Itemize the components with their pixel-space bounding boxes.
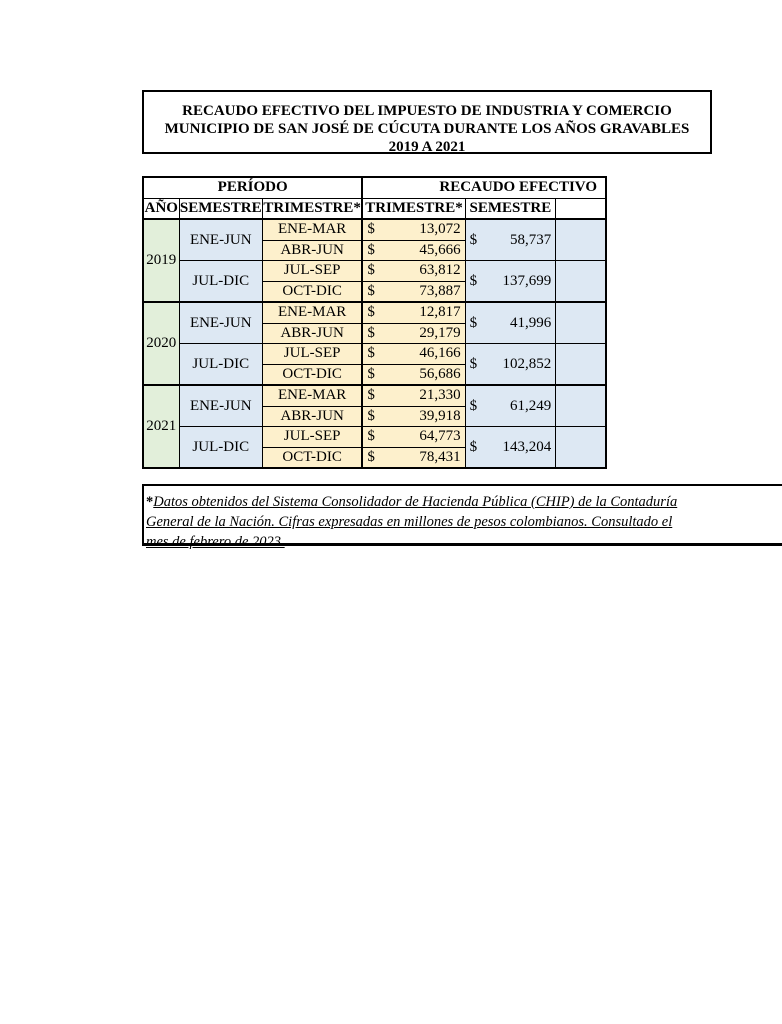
semester-amount: [465, 219, 556, 261]
footnote: [142, 484, 782, 550]
semester-cell: JUL-DIC: [179, 344, 262, 386]
header-periodo: PERÍODO: [143, 177, 362, 198]
quarter-amount: [362, 261, 465, 282]
quarter-amount: [362, 447, 465, 468]
table-body: [143, 219, 606, 468]
semester-amount: [465, 427, 556, 469]
table-row: [143, 219, 606, 240]
quarter-amount: [362, 344, 465, 365]
footnote-marker: *: [146, 494, 154, 510]
currency-sign: $: [367, 241, 375, 258]
header-recaudo: RECAUDO EFECTIVO: [362, 177, 606, 198]
semester-cell: JUL-DIC: [179, 427, 262, 469]
amount-value: 56,686: [419, 365, 461, 382]
extra-cell: [556, 385, 606, 427]
quarter-amount: [362, 219, 465, 240]
header-ano: AÑO: [143, 198, 179, 219]
semester-amount: [465, 302, 556, 344]
currency-sign: $: [469, 355, 478, 372]
quarter-amount: [362, 302, 465, 323]
extra-cell: [556, 302, 606, 344]
quarter-cell: OCT-DIC: [262, 364, 362, 385]
footnote-line-2: [146, 512, 782, 532]
currency-sign: $: [367, 365, 375, 382]
title-line-1: RECAUDO EFECTIVO DEL IMPUESTO DE INDUSTRIA Y COMERCIO: [182, 103, 672, 119]
amount-value: 46,166: [419, 345, 461, 362]
semester-cell: ENE-JUN: [179, 385, 262, 427]
currency-sign: $: [367, 262, 375, 279]
currency-sign: $: [367, 448, 375, 465]
quarter-cell: JUL-SEP: [262, 261, 362, 282]
currency-sign: $: [367, 407, 375, 424]
amount-value: 39,918: [419, 407, 461, 424]
title-line-2: MUNICIPIO DE SAN JOSÉ DE CÚCUTA DURANTE LOS AÑOS GRAVABLES: [164, 121, 690, 137]
revenue-table: [142, 176, 607, 469]
quarter-cell: ENE-MAR: [262, 385, 362, 406]
amount-value: 29,179: [419, 324, 461, 341]
quarter-cell: JUL-SEP: [262, 427, 362, 448]
quarter-cell: OCT-DIC: [262, 447, 362, 468]
currency-sign: $: [469, 314, 478, 331]
amount-value: 45,666: [419, 241, 461, 258]
extra-cell: [556, 261, 606, 303]
header-recaudo-extra: [556, 198, 606, 219]
quarter-amount: [362, 385, 465, 406]
quarter-cell: ABR-JUN: [262, 406, 362, 427]
semester-amount: [465, 261, 556, 303]
quarter-amount: [362, 364, 465, 385]
table-row: [143, 385, 606, 406]
quarter-cell: ENE-MAR: [262, 219, 362, 240]
semester-cell: ENE-JUN: [179, 219, 262, 261]
currency-sign: $: [367, 221, 375, 238]
currency-sign: $: [469, 438, 478, 455]
table-row: [143, 344, 606, 365]
currency-sign: $: [469, 397, 478, 414]
quarter-cell: ENE-MAR: [262, 302, 362, 323]
currency-sign: $: [469, 231, 478, 248]
table-row: [143, 427, 606, 448]
year-cell: 2021: [143, 385, 179, 468]
currency-sign: $: [367, 304, 375, 321]
amount-value: 21,330: [419, 387, 461, 404]
quarter-cell: ABR-JUN: [262, 240, 362, 261]
semester-amount: [465, 344, 556, 386]
amount-value: 73,887: [419, 282, 461, 299]
amount-value: 58,737: [509, 231, 552, 248]
extra-cell: [556, 219, 606, 261]
currency-sign: $: [367, 282, 375, 299]
quarter-cell: ABR-JUN: [262, 323, 362, 344]
currency-sign: $: [367, 324, 375, 341]
footnote-text-1: Datos obtenidos del Sistema Consolidador de Hacienda Pública (CHIP) de la Contaduría: [153, 494, 678, 510]
quarter-cell: JUL-SEP: [262, 344, 362, 365]
amount-value: 143,204: [502, 438, 552, 455]
amount-value: 41,996: [509, 314, 552, 331]
currency-sign: $: [469, 272, 478, 289]
table-row: [143, 302, 606, 323]
semester-cell: ENE-JUN: [179, 302, 262, 344]
year-cell: 2020: [143, 302, 179, 385]
currency-sign: $: [367, 387, 375, 404]
amount-value: 61,249: [509, 397, 552, 414]
quarter-amount: [362, 240, 465, 261]
header-recaudo-semestre: SEMESTRE: [465, 198, 556, 219]
footnote-text-3: mes de febrero de 2023.: [146, 534, 285, 550]
quarter-amount: [362, 427, 465, 448]
amount-value: 137,699: [502, 272, 552, 289]
table-title: [142, 90, 712, 154]
currency-sign: $: [367, 428, 375, 445]
footnote-text-2: General de la Nación. Cifras expresadas en millones de pesos colombianos. Consultado el: [146, 514, 673, 530]
amount-value: 102,852: [502, 355, 552, 372]
semester-cell: JUL-DIC: [179, 261, 262, 303]
header-semestre: SEMESTRE: [179, 198, 262, 219]
semester-amount: [465, 385, 556, 427]
currency-sign: $: [367, 345, 375, 362]
quarter-amount: [362, 406, 465, 427]
amount-value: 78,431: [419, 448, 461, 465]
extra-cell: [556, 427, 606, 469]
amount-value: 63,812: [419, 262, 461, 279]
table-row: [143, 261, 606, 282]
footnote-line-3: [146, 532, 782, 552]
amount-value: 12,817: [419, 304, 461, 321]
header-recaudo-trimestre: TRIMESTRE*: [362, 198, 465, 219]
amount-value: 13,072: [419, 221, 461, 238]
quarter-amount: [362, 323, 465, 344]
footnote-line-1: [146, 492, 782, 512]
quarter-amount: [362, 281, 465, 302]
header-trimestre: TRIMESTRE*: [262, 198, 362, 219]
quarter-cell: OCT-DIC: [262, 281, 362, 302]
year-cell: 2019: [143, 219, 179, 302]
amount-value: 64,773: [419, 428, 461, 445]
title-line-3: 2019 A 2021: [388, 139, 466, 155]
extra-cell: [556, 344, 606, 386]
